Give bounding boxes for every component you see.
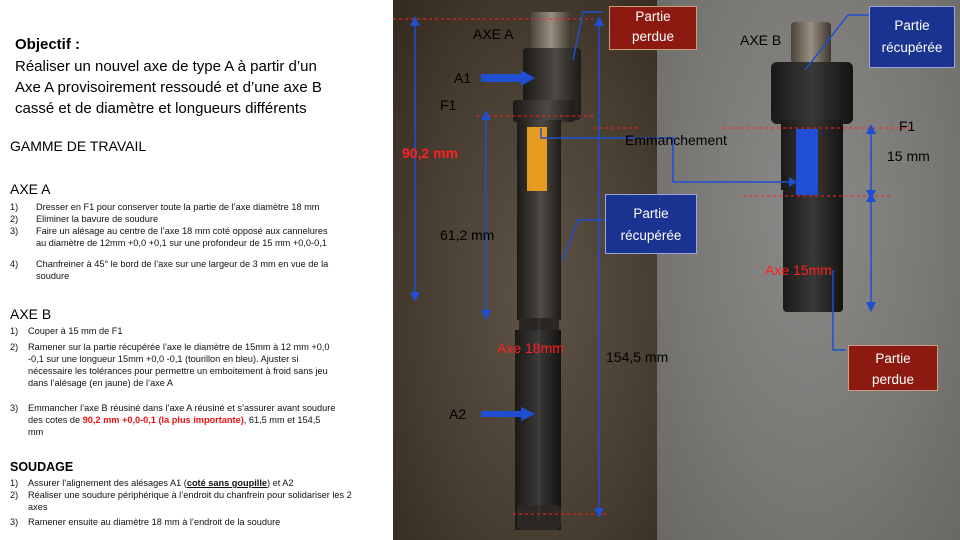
- bore-highlight: [527, 127, 547, 191]
- objective-line-2: Axe A provisoirement ressoudé et d’une axe B: [15, 79, 322, 96]
- box-partie-perdue-b: Partie perdue: [848, 345, 938, 391]
- objective-line-3: cassé et de diamètre et longueurs différents: [15, 100, 307, 117]
- shafts-illustration: [393, 0, 960, 540]
- soudage-title: SOUDAGE: [10, 460, 74, 474]
- axe-18mm-label: Axe 18mm: [497, 340, 564, 356]
- axe-b-step-2: 2) Ramener sur la partie récupérée l’axe le diamètre de 15mm à 12 mm +0,0 -0,1 sur une longueur 15mm +0,0 -0,1 (tourillon en bleu). Ajuster si nécessaire les tolérances pour permettre un emboitement à froid sans jeu dans l’alésage (en jaune) de l’axe A: [10, 342, 330, 388]
- shaft-photo: [393, 0, 960, 540]
- axe-b-label: AXE B: [740, 32, 782, 48]
- pin-highlight: [796, 129, 818, 195]
- gamme-title: GAMME DE TRAVAIL: [10, 138, 147, 154]
- axe-a-shaft: [513, 12, 581, 530]
- f1-label-right: F1: [899, 118, 916, 134]
- a1-label: A1: [454, 70, 472, 86]
- axe-a-step-3: 3) Faire un alésage au centre de l’axe 18 mm coté opposé aux cannelures au diamètre de 12mm +0,0 +0,1 sur une profondeur de 15 mm +0,0-0,1: [10, 226, 328, 248]
- objective-heading: Objectif :: [15, 36, 81, 53]
- dimension-90-2: 90,2 mm: [402, 145, 459, 161]
- axe-b-step-3: 3) Emmancher l’axe B réusiné dans l’axe A réusiné et s’assurer avant soudure des cotes de 90,2 mm +0,0-0,1 (la plus importante), 61,5 mm et 154,5 mm: [10, 403, 336, 437]
- axe-a-label: AXE A: [473, 26, 514, 42]
- box-partie-recuperee-a: Partie récupérée: [605, 194, 697, 254]
- emmanchement-label: Emmanchement: [625, 132, 727, 148]
- axe-15mm-label: Axe 15mm: [765, 262, 832, 278]
- dimension-15: 15 mm: [887, 148, 930, 164]
- critical-dimension: 90,2 mm +0,0-0,1 (la plus importante): [82, 415, 244, 425]
- instructions-panel: Objectif : Réaliser un nouvel axe de type A à partir d’un Axe A provisoirement ressoudé et d’une axe B cassé et de diamètre et longueurs différents GAMME DE TRAVAIL AXE A 1) Dresser en F1 pour conserver toute la partie de l’axe diamètre 18 mm 2) Eliminer la bavure de soudure 3) Faire un alésage au centre de l’axe 18 mm coté opposé aux cannelures au diamètre de 12mm +0,0 +0,1 sur une profondeur de 15 mm +0,0-0,1 4) Chanfreiner à 45° le bord de l’axe sur une largeur de 3 mm en vue de la soudure AXE B 1) Couper à 15 mm de F1 2) Ramener sur la partie récupérée l’axe le diamètre de 15mm à 12 mm +0,0 -0,1 sur une longueur 15mm +0,0 -0,1 (tourillon en bleu). Ajuster si nécessaire les tolérances pour permettre un emboitement à froid sans jeu dans l’alésage (en jaune) de l’axe A 3) Emmancher l’axe B réusiné dans l’axe A réusiné et s’assurer avant soudure des cotes de 90,2 mm +0,0-0,1 (la plus importante), 61,5 mm et 154,5 mm SOUDAGE 1) Assurer l’alignement des alésages A1 (coté sans goupille) et A2 2) Réaliser une soudure périphérique à l’endroit du chanfrein pour solidariser les 2 axes 3) Ramener ensuite au diamètre 18 mm à l’endroit de la soudure: [0, 0, 393, 540]
- axe-a-step-4: 4) Chanfreiner à 45° le bord de l’axe sur une largeur de 3 mm en vue de la soudure: [10, 259, 329, 281]
- dimension-154-5: 154,5 mm: [606, 349, 669, 365]
- objective-line-1: Réaliser un nouvel axe de type A à partir d’un: [15, 58, 317, 75]
- axe-a-title: AXE A: [10, 181, 51, 197]
- dimension-61-2: 61,2 mm: [440, 227, 495, 243]
- a2-label: A2: [449, 406, 467, 422]
- soudage-step-2: 2) Réaliser une soudure périphérique à l’endroit du chanfrein pour solidariser les 2 axes: [10, 490, 352, 512]
- f1-label-left: F1: [440, 97, 457, 113]
- axe-b-title: AXE B: [10, 306, 52, 322]
- box-partie-recuperee-b: Partie récupérée: [869, 6, 955, 68]
- box-partie-perdue-a: Partie perdue: [609, 6, 697, 50]
